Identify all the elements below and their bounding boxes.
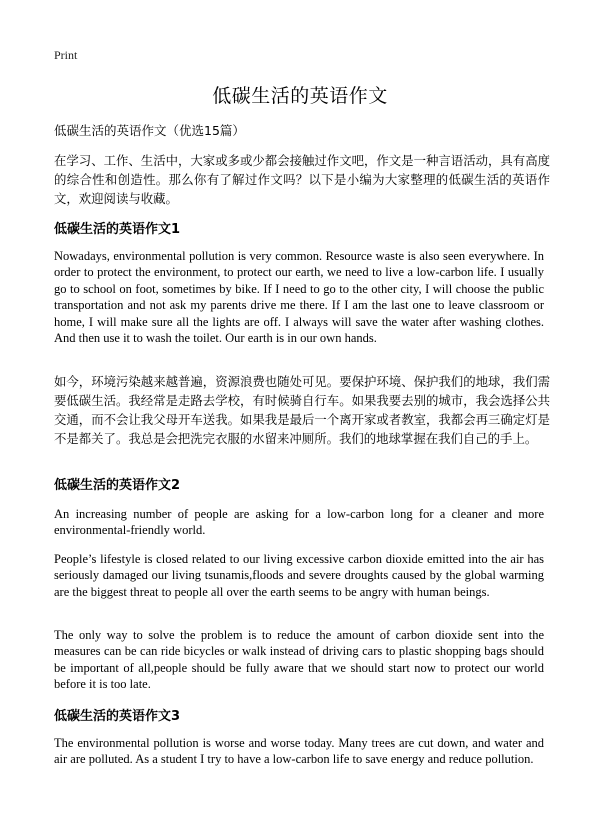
section-heading-3: 低碳生活的英语作文3	[54, 709, 181, 724]
section-1-chinese-paragraph: 如今，环境污染越来越普遍，资源浪费也随处可见。要保护环境、保护我们的地球，我们需要低碳生活。我经常是走路去学校，有时候骑自行车。如果我要去别的城市，我会选择公共交通，而不会让我父母开车送我。如果我是最后一个离开家或者教室，我都会再三确定灯是不是都关了。我总是会把洗完衣服的水留来冲厕所。我们的地球掌握在我们自己的手上。	[54, 374, 550, 446]
section-heading-1: 低碳生活的英语作文1	[54, 222, 181, 237]
page-subtitle: 低碳生活的英语作文（优选15篇）	[54, 123, 245, 138]
intro-paragraph: 在学习、工作、生活中，大家或多或少都会接触过作文吧，作文是一种言语活动，具有高度的综合性和创造性。那么你有了解过作文吗？以下是小编为大家整理的低碳生活的英语作文，欢迎阅读与收藏。	[54, 153, 550, 206]
section-heading-2: 低碳生活的英语作文2	[54, 478, 181, 493]
section-2-paragraph-2: People’s lifestyle is closed related to our living excessive carbon dioxide emitted into the air has seriously damaged our living tsunamis,floods and severe droughts caused by the global warming are the biggest threat to people all over the earth seems to be angry with human beings.	[54, 552, 544, 599]
section-2-paragraph-3: The only way to solve the problem is to reduce the amount of carbon dioxide sent into the measures can be can ride bicycles or walk instead of driving cars to plastic shopping bags should be important of all,people should be fully aware that we should start now to protect our world before it is too late.	[54, 628, 544, 692]
page-title: 低碳生活的英语作文	[212, 85, 388, 107]
section-2-paragraph-1: An increasing number of people are asking for a low-carbon long for a cleaner and more environmental-friendly world.	[54, 507, 544, 538]
section-1-english-paragraph: Nowadays, environmental pollution is very common. Resource waste is also seen everywhere. In order to protect the environment, to protect our earth, we need to live a low-carbon life. I usually go to school on foot, sometimes by bike. If I need to go to the other city, I will choose the public transportation and not ask my parents drive me there. If I am the last one to leave classroom or home, I will make sure all the lights are off. I always will save the water after washing clothes. And then use it to wash the toilet. Our earth is in our own hands.	[54, 249, 544, 346]
section-3-paragraph-1: The environmental pollution is worse and worse today. Many trees are cut down, and water and air are polluted. As a student I try to have a low-carbon life to save energy and reduce pollution.	[54, 736, 544, 767]
print-label[interactable]: Print	[54, 48, 78, 62]
